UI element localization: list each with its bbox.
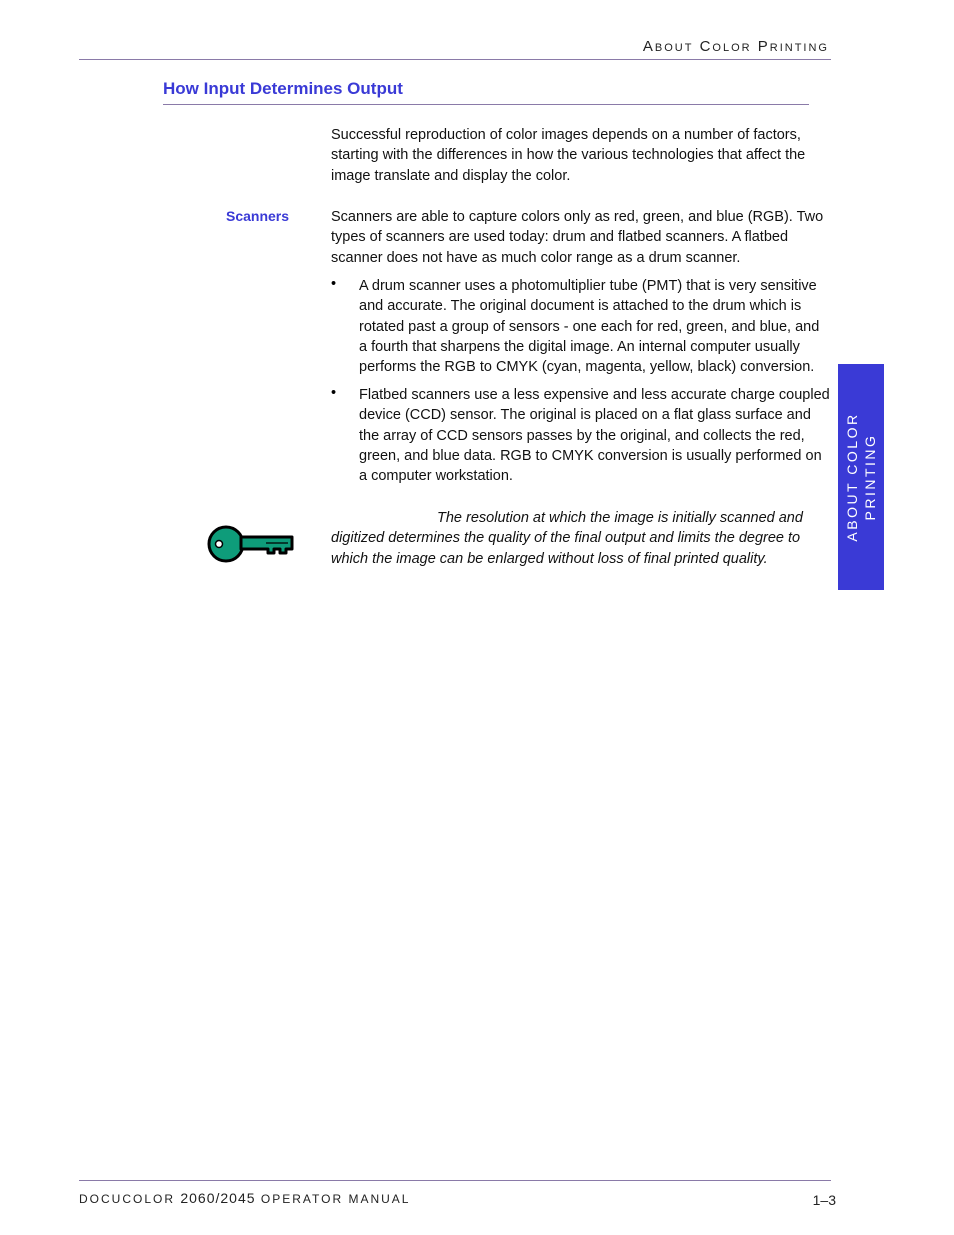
bullet-glyph: •: [331, 276, 337, 292]
footer-title: [79, 1190, 410, 1206]
header-rule: [79, 59, 831, 60]
side-tab-label: ABOUT COLOR PRINTING: [844, 412, 878, 542]
bullet-flatbed-scanner: Flatbed scanners use a less expensive and less accurate charge coupled device (CCD) sensor. The original is placed on a flat glass surface and the array of CCD sensors passes by the original, and collects the red, green, and blue data. RGB to CMYK conversion is usually performed on a computer workstation.: [359, 387, 830, 485]
key-note: The resolution at which the image is initially scanned and digitized determines the quality of the final output and limits the degree to which the image can be enlarged without loss of final printed quality.: [331, 510, 803, 567]
section-title: How Input Determines Output: [163, 79, 403, 98]
scanners-sidehead: Scanners: [226, 208, 290, 224]
running-header: About Color Printing: [642, 38, 829, 55]
intro-paragraph: Successful reproduction of color images depends on a number of factors, starting with the differences in how the various technologies that affect the image translate and display the color.: [331, 127, 806, 184]
footer-model: 2060/2045: [180, 1190, 256, 1206]
page-number: 1–3: [812, 1192, 836, 1208]
bullet-drum-scanner: A drum scanner uses a photomultiplier tube (PMT) that is very sensitive and accurate. The original document is attached to the drum which is rotated past a group of sensors - one each for red, green, and blue, and a fourth that sharpens the digital image. An internal computer usually performs the RGB to CMYK (cyan, magenta, yellow, black) conversion.: [359, 278, 820, 376]
chapter-side-tab[interactable]: [838, 364, 884, 590]
footer-product: DOCUCOLOR: [79, 1192, 176, 1206]
footer-manual: OPERATOR MANUAL: [260, 1192, 411, 1206]
scanners-paragraph: Scanners are able to capture colors only as red, green, and blue (RGB). Two types of scanners are used today: drum and flatbed scanners. A flatbed scanner does not have as much color range as a drum scanner.: [331, 209, 824, 266]
key-icon: [206, 520, 296, 573]
bullet-glyph: •: [331, 385, 337, 401]
title-rule: [163, 104, 809, 105]
footer-rule: [79, 1180, 831, 1181]
